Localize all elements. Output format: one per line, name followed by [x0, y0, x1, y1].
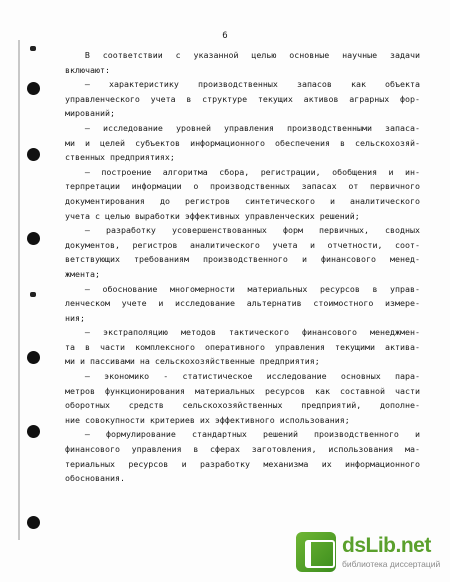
- text-line: – формулирование стандартных решений производственного и: [84, 429, 420, 440]
- text-line: та в части комплексного оперативного управления текущими актива-: [65, 341, 420, 352]
- text-line: ми и пассивами на сельскохозяйственные предприятия;: [65, 356, 320, 367]
- text-line: – экономико - статистическое исследование основных пара-: [84, 371, 420, 382]
- text-line: обоснования.: [65, 473, 125, 484]
- binder-hole: [27, 425, 40, 438]
- binding-mark: [30, 46, 36, 51]
- text-line: ми и целей субъектов информационного обеспечения в сельскохозяй-: [65, 137, 420, 148]
- text-line: финансового управления в сферах заготовления, использования ма-: [65, 444, 420, 455]
- text-line: жмента;: [65, 268, 100, 279]
- watermark-subtitle: библиотека диссертаций: [342, 559, 441, 569]
- text-line: В соответствии с указанной целью основные научные задачи: [84, 50, 420, 60]
- text-line: ния;: [65, 312, 85, 323]
- text-line: – построение алгоритма сбора, регистрации, обобщения и ин-: [84, 166, 420, 177]
- text-line: ственных предприятиях;: [65, 152, 175, 163]
- text-line: териальных ресурсов и разработку механизма их информационного: [65, 458, 420, 469]
- text-line: учета с целью выработки эффективных управленческих решений;: [65, 210, 360, 221]
- binder-hole: [27, 351, 40, 364]
- page-number: 6: [222, 31, 228, 41]
- binder-hole: [27, 82, 40, 95]
- text-line: – экстраполяцию методов тактического финансового менеджмен-: [84, 327, 420, 338]
- scan-edge: [18, 40, 20, 540]
- text-line: включают:: [65, 64, 110, 75]
- text-line: ленческом учете и исследование альтернатив стоимостного измере-: [65, 298, 420, 309]
- binder-hole: [27, 148, 40, 161]
- text-line: ветствующих требованиям производственного и финансового менед-: [65, 254, 420, 265]
- watermark: [296, 530, 441, 574]
- dslib-logo-icon: [296, 532, 336, 572]
- text-line: – исследование уровней управления производственными запаса-: [84, 122, 420, 133]
- text-line: терпретации информации о производственных запасах от первичного: [65, 181, 420, 192]
- text-line: – характеристику производственных запасов как объекта: [84, 79, 420, 90]
- text-line: – разработку усовершенствованных форм первичных, сводных: [84, 225, 420, 236]
- binding-mark: [30, 292, 36, 297]
- text-line: – обоснование многомерности материальных ресурсов в управ-: [84, 283, 420, 294]
- binder-hole: [27, 516, 40, 529]
- text-line: документов, регистров аналитического учета и отчетности, соот-: [65, 239, 420, 250]
- text-line: документирования до регистров синтетического и аналитического: [65, 195, 420, 206]
- watermark-name: dsLib.net: [342, 534, 431, 557]
- binder-hole: [27, 232, 40, 245]
- text-line: мирований;: [65, 108, 115, 119]
- text-line: управленческого учета в структуре текущих активов аграрных фор-: [65, 93, 420, 104]
- text-line: ние совокупности критериев их эффективного использования;: [65, 414, 350, 425]
- text-line: метров функционирования материальных ресурсов как составной части: [65, 385, 420, 396]
- text-line: оборотных средств сельскохозяйственных предприятий, дополне-: [65, 400, 420, 411]
- body-text: [65, 48, 420, 486]
